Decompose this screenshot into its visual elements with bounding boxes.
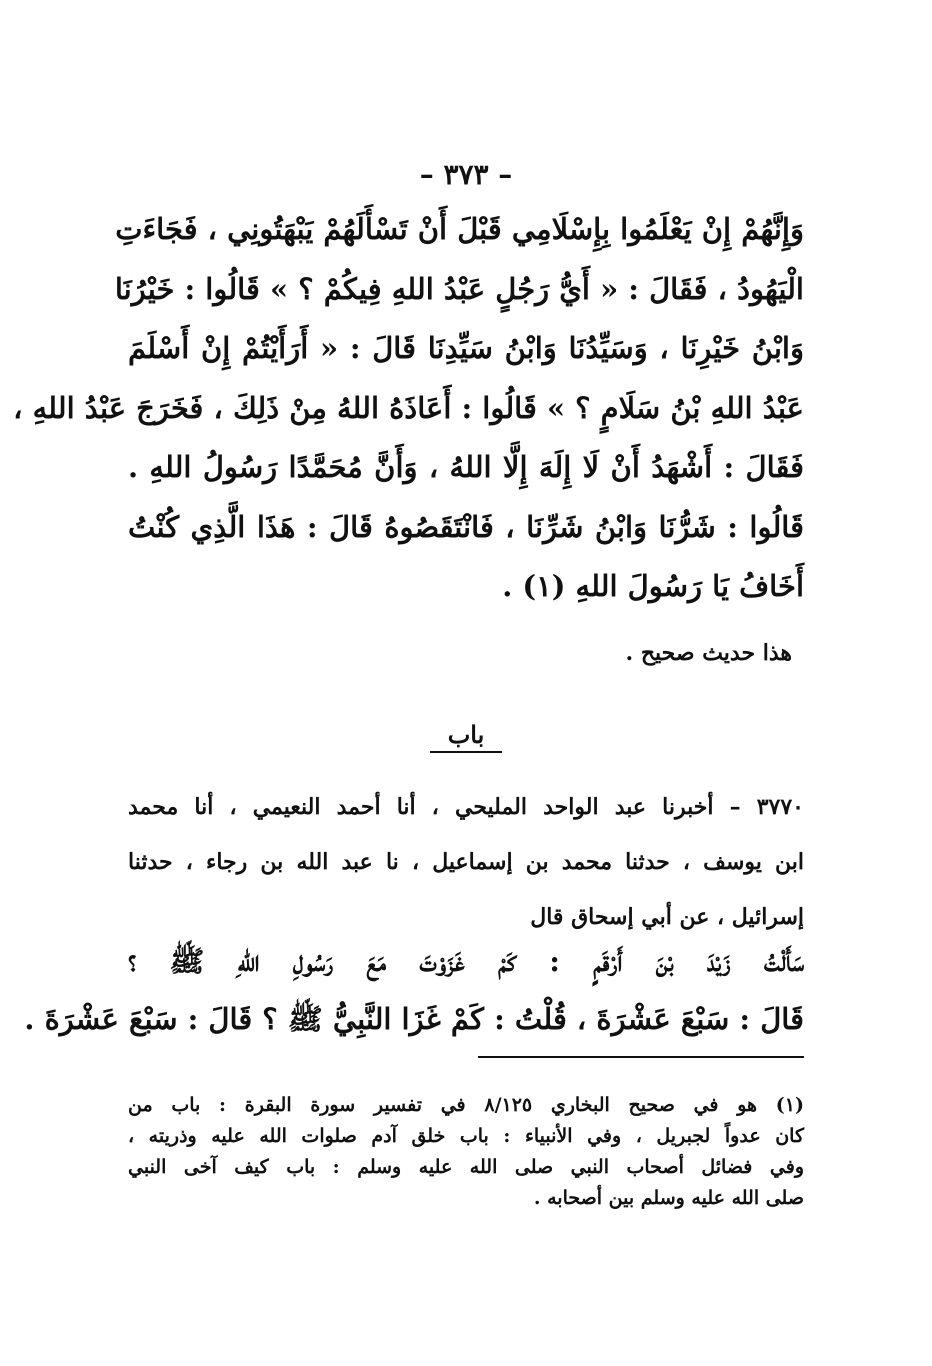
isnad-line: ابن يوسف ، حدثنا محمد بن إسماعيل ، نا عبد الله بن رجاء ، حدثنا: [128, 849, 804, 875]
hadith-text-continued: [13, 200, 804, 617]
isnad-line: إسرائيل ، عن أبي إسحاق قال: [530, 904, 804, 930]
footnote-line: وفي فضائل أصحاب النبي صلى الله عليه وسلم : باب كيف آخى النبي: [128, 1156, 804, 1178]
text-line: عَبْدُ اللهِ بْنُ سَلَامٍ ؟ » قَالُوا : أَعَاذَهُ اللهُ مِنْ ذَلِكَ ، فَخَرَجَ عَبْدُ اللهِ ،: [13, 390, 804, 425]
text-line: أَخَافُ يَا رَسُولَ اللهِ (١) .: [502, 569, 804, 603]
matn-line: قَالَ : سَبْعَ عَشْرَةَ ، قُلْتُ : كَمْ غَزَا النَّبِيُّ ﷺ ؟ قَالَ : سَبْعَ عَشْرَةَ .: [24, 1002, 804, 1036]
footnote-line: (١) هو في صحيح البخاري ٨/١٢٥ في تفسير سورة البقرة : باب من: [128, 1094, 805, 1116]
text-line: وَإِنَّهُمْ إِنْ يَعْلَمُوا بِإِسْلَامِي قَبْلَ أَنْ تَسْأَلَهُمْ يَبْهَتُونِي ، فَجَاءَتِ: [115, 212, 804, 246]
text-line: فَقَالَ : أَشْهَدُ أَنْ لَا إِلَهَ إِلَّا اللهُ ، وَأَنَّ مُحَمَّدًا رَسُولُ اللهِ .: [128, 450, 804, 484]
isnad-chain: [128, 780, 804, 945]
footnote-line: صلى الله عليه وسلم بين أصحابه .: [533, 1187, 804, 1209]
chapter-heading: [0, 720, 932, 753]
footnote: [128, 1090, 804, 1214]
hadith-grade: هذا حديث صحيح .: [625, 640, 792, 666]
page-number: – ٣٧٣ –: [419, 158, 513, 191]
text-line: الْيَهُودُ ، فَقَالَ : « أَيُّ رَجُلٍ عَبْدُ اللهِ فِيكُمْ ؟ » قَالُوا : خَيْرُنَا: [114, 271, 804, 306]
footnote-divider: [478, 1056, 804, 1058]
hadith-matn: [24, 932, 804, 1048]
isnad-line: ٣٧٧٠ – أخبرنا عبد الواحد المليحي ، أنا أحمد النعيمي ، أنا محمد: [128, 794, 804, 820]
chapter-heading-label: باب: [430, 720, 503, 753]
matn-line: سَأَلْتُ زَيْدَ بْنَ أَرْقَمٍ : كَمْ غَزَوْتَ مَعَ رَسُولِ اللهِ ﷺ ؟: [128, 944, 804, 978]
text-line: وَابْنُ خَيْرِنَا ، وَسَيِّدُنَا وَابْنُ سَيِّدِنَا قَالَ : « أَرَأَيْتُمْ إِنْ أَسْلَمَ: [128, 331, 804, 365]
footnote-line: كان عدواً لجبريل ، وفي الأنبياء : باب خلق آدم صلوات الله عليه وذريته ،: [128, 1125, 804, 1147]
text-line: قَالُوا : شَرُّنَا وَابْنُ شَرِّنَا ، فَانْتَقَصُوهُ قَالَ : هَذَا الَّذِي كُنْتُ: [128, 509, 804, 544]
